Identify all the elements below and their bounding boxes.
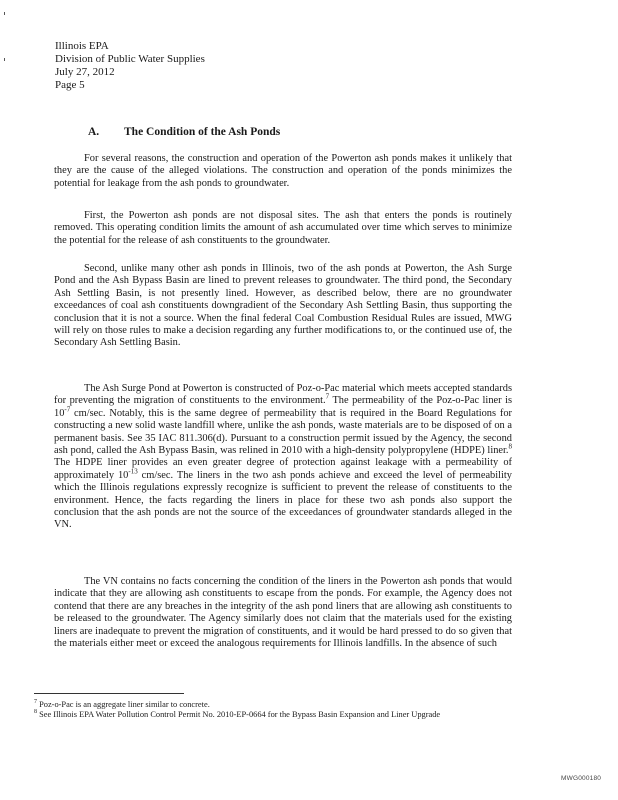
letter-header [55,40,205,92]
section-heading [88,126,280,138]
header-division: Division of Public Water Supplies [55,53,205,65]
footnote-8-number: 8 [34,709,37,716]
paragraph-3-text: Second, unlike many other ash ponds in Illinois, two of the ash ponds at Powerton, the Ash Surge Pond and the Ash Bypass Basin are lined to prevent releases to groundwater. The third pond, the Secondary Ash Settling Basin, is not presently lined. However, as described below, there are no groundwater exceedances of coal ash constituents downgradient of the Secondary Ash Settling Basin, thus supporting the conclusion that it is not a source. When the final federal Coal Combustion Residual Rules are issued, MWG will rely on those rules to make a decision regarding any further modifications to, or the continued use of, the Secondary Ash Settling Basin. [54,263,512,349]
paragraph-4-text-a: The Ash Surge Pond at Powerton is constructed of Poz-o-Pac material which meets accepted standards for preventing the migration of constituents to the environment. [54,383,512,407]
paragraph-4-text-c: cm/sec. Notably, this is the same degree of permeability that is required in the Board Regulations for constructing a new solid waste landfill where, unlike the ash ponds, waste materials are to be disposed of on a permanent basis. See 35 IAC 811.306(d). Pursuant to a construction permit issued by the Agency, the second ash pond, called the Ash Bypass Basin, was relined in 2010 with a high-density polypropylene (HDPE) liner. [54,407,512,457]
bates-stamp: MWG000180 [561,775,602,782]
paragraph-4-text-e: cm/sec. The liners in the two ash ponds achieve and exceed the level of permeability which the Illinois regulations expressly recognize is sufficient to prevent the release of constituents to the environment. Hence, the facts regarding the liners in place for these two ash ponds also support the conclusion that the ash ponds are not the source of the exceedances of groundwater standards alleged in the VN. [54,469,512,531]
paragraph-5 [54,576,512,650]
scan-artifact [4,58,5,61]
paragraph-4-text-d: The HDPE liner provides an even greater degree of protection against leakage with a permeability of approximately 10 [54,457,512,481]
paragraph-4 [54,383,512,532]
paragraph-1 [54,153,512,190]
exponent-neg7: -7 [64,405,71,414]
footnotes [34,700,514,720]
footnote-8 [34,710,514,720]
section-number: A. [88,126,100,138]
paragraph-4-text-b: The permeability of the Poz-o-Pac liner is 10 [54,395,512,419]
footnote-7-text: Poz-o-Pac is an aggregate liner similar to concrete. [39,700,210,709]
paragraph-1-text: For several reasons, the construction and operation of the Powerton ash ponds makes it unlikely that they are the cause of the alleged violations. The construction and operation of the ponds minimizes the potential for leakage from the ash ponds to groundwater. [54,153,512,189]
exponent-neg13: -13 [128,467,138,476]
footnote-7-number: 7 [34,699,37,706]
paragraph-3 [54,263,512,350]
paragraph-2 [54,210,512,247]
scan-artifact [4,12,5,15]
footnote-7 [34,700,514,710]
footnote-8-text: See Illinois EPA Water Pollution Control Permit No. 2010-EP-0664 for the Bypass Basin Expansion and Liner Upgrade [39,710,441,719]
footnote-ref-7: 7 [325,392,330,401]
header-page-number: Page 5 [55,79,85,91]
section-title: The Condition of the Ash Ponds [124,126,281,138]
paragraph-2-text: First, the Powerton ash ponds are not disposal sites. The ash that enters the ponds is routinely removed. This operating condition limits the amount of ash accumulated over time which serves to minimize the potential for the release of ash constituents to the groundwater. [54,210,512,246]
footnote-ref-8: 8 [508,442,512,451]
paragraph-5-text: The VN contains no facts concerning the condition of the liners in the Powerton ash ponds that would indicate that they are allowing ash constituents to escape from the ponds. For example, the Agency does not contend that there are any breaches in the integrity of the ash pond liners that are allowing ash constituents to be released to the groundwater. The Agency similarly does not claim that the materials used for the existing liners are inadequate to prevent the migration of constituents, and it would be hard pressed to do so given that the materials either meet or exceed the analogous requirements for Illinois landfills. In the absence of such [54,576,512,650]
header-recipient: Illinois EPA [55,40,109,52]
header-date: July 27, 2012 [55,66,115,78]
footnote-divider [34,693,184,694]
